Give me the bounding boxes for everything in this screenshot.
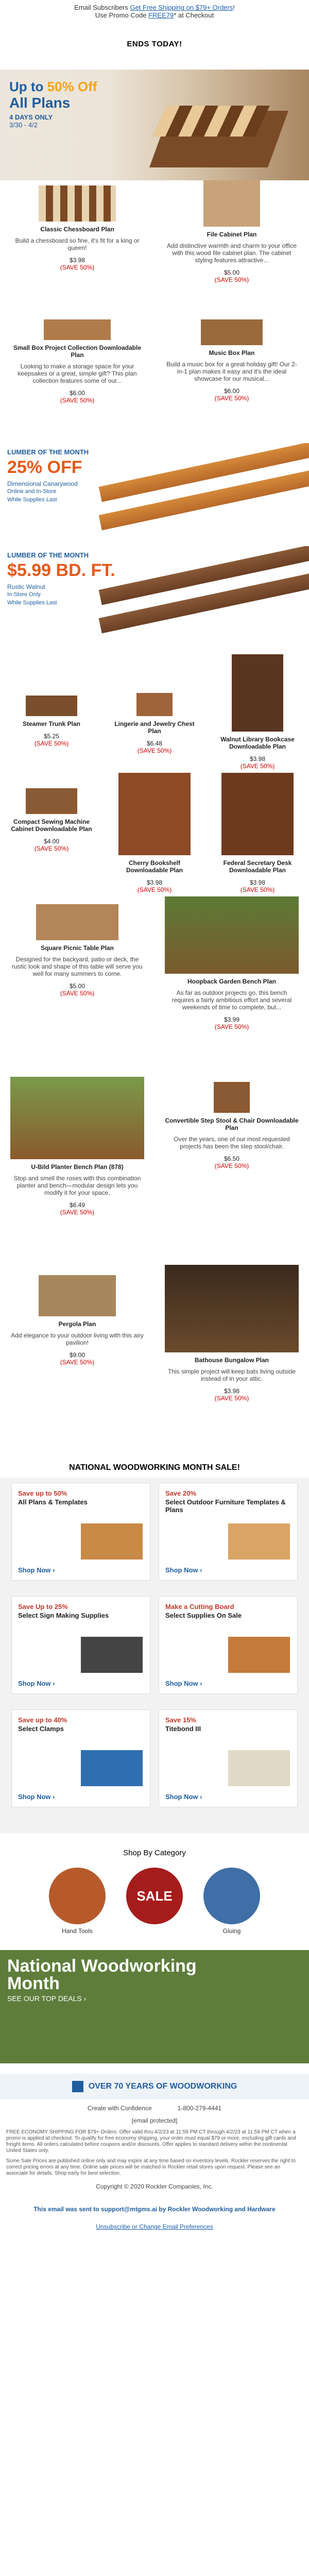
- lumber-type: Dimensional Canarywood: [7, 480, 78, 487]
- product-name[interactable]: Hoopback Garden Bench Plan: [187, 978, 277, 985]
- product-save: (SAVE 50%): [60, 264, 95, 271]
- promo-image: [81, 1523, 143, 1560]
- product-name[interactable]: Federal Secretary Desk Downloadable Plan: [223, 859, 292, 874]
- product-row-5: [0, 896, 309, 1077]
- product-card[interactable]: [0, 1077, 154, 1265]
- product-card[interactable]: [0, 180, 154, 314]
- promo-discount: Save up to 40%: [18, 1716, 67, 1724]
- product-desc: This simple project will keep bats living outside instead of in your attic.: [167, 1368, 296, 1382]
- product-name[interactable]: Convertible Step Stool & Chair Downloadable Plan: [165, 1117, 299, 1131]
- promo-card[interactable]: [11, 1596, 150, 1694]
- product-card[interactable]: [0, 1265, 154, 1448]
- lumber-supplies: While Supplies Last: [7, 497, 57, 503]
- product-name[interactable]: Walnut Library Bookcase Downloadable Plan: [220, 736, 295, 750]
- promo-code-link[interactable]: FREE79: [148, 11, 174, 19]
- category-row: [0, 1862, 309, 1940]
- product-card[interactable]: [0, 762, 103, 896]
- lumber-availability: Online and In-Store: [7, 488, 57, 495]
- product-save: (SAVE 50%): [214, 1023, 249, 1030]
- footer-tagline: Create with Confidence: [87, 2105, 152, 2112]
- sale-section-title: NATIONAL WOODWORKING MONTH SALE!: [69, 1463, 240, 1472]
- product-name[interactable]: Small Box Project Collection Downloadable Plan: [13, 344, 142, 359]
- copyright: Copyright © 2020 Rockler Companies, Inc.: [96, 2183, 213, 2190]
- lumber-canarywood-banner[interactable]: [0, 443, 309, 546]
- small-box-image[interactable]: [44, 319, 111, 340]
- promo-subtitle: Select Supplies On Sale: [165, 1612, 242, 1619]
- hero-banner[interactable]: [0, 70, 309, 180]
- bookcase-image[interactable]: [232, 654, 283, 732]
- product-desc: Looking to make a storage space for your keepsakes or a great, simple gift? This plan collection features some of our...: [18, 363, 137, 384]
- product-desc: Over the years, one of our most requested projects has been the step stool/chair.: [174, 1136, 290, 1150]
- product-save: (SAVE 50%): [60, 990, 95, 997]
- product-card[interactable]: [103, 762, 206, 896]
- category-hand-tools[interactable]: [49, 1868, 106, 1935]
- nwm-title: National Woodworking Month: [7, 1956, 197, 1993]
- promo-subtitle: Select Sign Making Supplies: [18, 1612, 109, 1619]
- promo-image: [228, 1523, 290, 1560]
- product-row-6: [0, 1077, 309, 1265]
- shop-now-link[interactable]: Shop Now ›: [18, 1793, 55, 1801]
- product-save: (SAVE 50%): [214, 395, 249, 402]
- product-card[interactable]: [0, 314, 154, 443]
- steamer-trunk-image[interactable]: [26, 696, 77, 716]
- product-desc: Build a chessboard so fine, it's fit for a king or queen!: [15, 237, 140, 251]
- product-name[interactable]: Music Box Plan: [209, 349, 255, 357]
- hero-dates: 3/30 - 4/2: [9, 121, 38, 129]
- product-save: (SAVE 50%): [137, 747, 172, 754]
- pergola-image[interactable]: [39, 1275, 116, 1316]
- product-price: $3.98: [69, 257, 85, 264]
- product-price: $4.00: [43, 838, 60, 845]
- product-card[interactable]: [206, 762, 309, 896]
- shop-now-link[interactable]: Shop Now ›: [165, 1566, 202, 1574]
- product-name[interactable]: Cherry Bookshelf Downloadable Plan: [126, 859, 183, 874]
- product-row-2: [0, 314, 309, 443]
- promo-discount: Save up to 50%: [18, 1489, 67, 1497]
- promo-subtitle: All Plans & Templates: [18, 1498, 88, 1506]
- shop-now-link[interactable]: Shop Now ›: [18, 1680, 55, 1687]
- product-card[interactable]: [0, 896, 154, 1077]
- promo-image: [228, 1750, 290, 1786]
- product-price: $5.00: [224, 269, 240, 276]
- product-card[interactable]: [154, 314, 309, 443]
- product-desc: Build a music box for a great holiday gift! Our 2-in-1 plan makes it easy and it's the ideal showcase for our musical...: [166, 361, 297, 382]
- product-save: (SAVE 50%): [137, 886, 172, 893]
- product-save: (SAVE 50%): [60, 1359, 95, 1366]
- sent-to-text: This email was sent to support@mtgms.ai by Rockler Woodworking and Hardware: [33, 2206, 276, 2213]
- lumber-price: $5.99 BD. FT.: [7, 561, 115, 580]
- product-card[interactable]: [154, 1077, 309, 1265]
- promo-subtitle: Titebond III: [165, 1725, 201, 1733]
- shipping-text: Email Subscribers: [74, 4, 130, 11]
- product-name[interactable]: Compact Sewing Machine Cabinet Downloadable Plan: [11, 818, 92, 833]
- secretary-desk-image[interactable]: [221, 773, 294, 855]
- promo-image: [81, 1637, 143, 1673]
- product-desc: As far as outdoor projects go, this bench requires a fairly ambitious effort and several weekends of time to complete, but...: [171, 989, 292, 1011]
- product-card[interactable]: [103, 649, 206, 762]
- picnic-table-image[interactable]: [36, 904, 118, 940]
- shipping-text-end: !: [233, 4, 235, 11]
- product-row-3: [0, 649, 309, 770]
- promo-subtitle: Select Clamps: [18, 1725, 64, 1733]
- shop-now-link[interactable]: Shop Now ›: [165, 1680, 202, 1687]
- promo-code-text: Use Promo Code: [95, 11, 149, 19]
- category-image[interactable]: [203, 1868, 260, 1924]
- product-price: $3.98: [249, 879, 266, 886]
- product-name[interactable]: Bathouse Bungalow Plan: [194, 1357, 269, 1364]
- promo-subtitle: Select Outdoor Furniture Templates & Plans: [165, 1498, 286, 1514]
- lumber-type: Rustic Walnut: [7, 583, 45, 590]
- shop-now-link[interactable]: Shop Now ›: [18, 1566, 55, 1574]
- product-price: $6.00: [69, 389, 85, 397]
- bat-house-image[interactable]: [165, 1265, 299, 1352]
- category-image[interactable]: [49, 1868, 106, 1924]
- lumber-supplies: While Supplies Last: [7, 600, 57, 606]
- lumber-label: LUMBER OF THE MONTH: [7, 551, 89, 559]
- planter-bench-image[interactable]: [10, 1077, 144, 1159]
- fine-print-2: Some Sale Prices are published online only and may expire at any time based on inventory levels. Rockler reserves the right to correct pricing errors at any time. Online sale prices will be matched in Rockler retail stores upon request. Please see an associate for details. Shop early for best selection.: [6, 2158, 296, 2176]
- category-sale[interactable]: [126, 1868, 183, 1935]
- promo-image: [81, 1750, 143, 1786]
- lumber-walnut-banner[interactable]: [0, 546, 309, 649]
- product-row-4: [0, 762, 309, 896]
- product-price: $3.99: [224, 1016, 240, 1023]
- product-price: $6.48: [146, 740, 163, 747]
- lumber-label: LUMBER OF THE MONTH: [7, 448, 89, 456]
- product-name[interactable]: Lingerie and Jewelry Chest Plan: [114, 720, 195, 735]
- promo-card[interactable]: [159, 1483, 298, 1581]
- hero-days: 4 DAYS ONLY: [9, 113, 53, 121]
- product-price: $9.00: [69, 1351, 85, 1359]
- jewelry-chest-image[interactable]: [136, 693, 173, 716]
- hero-discount: Up to 50% Off: [9, 79, 97, 94]
- promo-grid: [0, 1478, 309, 1833]
- promo-card[interactable]: [159, 1709, 298, 1807]
- product-save: (SAVE 50%): [60, 1209, 95, 1216]
- product-price: $3.98: [249, 755, 266, 762]
- product-price: $5.25: [43, 733, 60, 740]
- product-save: (SAVE 50%): [60, 397, 95, 404]
- product-card[interactable]: [154, 180, 309, 314]
- chessboard-image: [152, 106, 270, 137]
- product-card[interactable]: [154, 896, 309, 1077]
- product-price: $5.00: [69, 982, 85, 990]
- promo-card[interactable]: [11, 1483, 150, 1581]
- product-name[interactable]: Classic Chessboard Plan: [40, 226, 114, 233]
- category-label[interactable]: Gluing: [222, 1927, 241, 1935]
- product-save: (SAVE 50%): [214, 1395, 249, 1402]
- product-row-1: [0, 180, 309, 314]
- national-woodworking-month-banner[interactable]: [0, 1950, 309, 2063]
- product-price: $3.98: [224, 1387, 240, 1395]
- promo-discount: Save 20%: [165, 1489, 196, 1497]
- product-price: $3.98: [146, 879, 163, 886]
- garden-bench-image[interactable]: [165, 896, 299, 974]
- seventy-years-banner: [0, 2074, 309, 2099]
- lumber-availability: In-Store Only: [7, 591, 41, 598]
- product-card[interactable]: [0, 649, 103, 762]
- promo-discount: Save Up to 25%: [18, 1603, 68, 1611]
- step-stool-image[interactable]: [214, 1082, 250, 1113]
- unsubscribe-link[interactable]: Unsubscribe or Change Email Preferences: [96, 2223, 213, 2230]
- category-label[interactable]: Hand Tools: [62, 1927, 93, 1935]
- footer-phone[interactable]: 1-800-279-4441: [177, 2105, 222, 2112]
- product-price: $6.49: [69, 1201, 85, 1209]
- product-name[interactable]: Steamer Trunk Plan: [22, 720, 81, 727]
- cherry-bookshelf-image[interactable]: [118, 773, 191, 855]
- product-price: $6.50: [224, 1155, 240, 1162]
- product-name[interactable]: Square Picnic Table Plan: [41, 944, 114, 952]
- lumber-discount: 25% OFF: [7, 457, 82, 477]
- shop-now-link[interactable]: Shop Now ›: [165, 1793, 202, 1801]
- promo-discount: Make a Cutting Board: [165, 1603, 234, 1611]
- product-price: $6.00: [224, 387, 240, 395]
- product-name[interactable]: File Cabinet Plan: [207, 231, 257, 238]
- product-save: (SAVE 50%): [240, 762, 275, 770]
- chessboard-product-image[interactable]: [39, 185, 116, 222]
- promo-code-text-end: * at Checkout: [174, 11, 214, 19]
- free-shipping-link[interactable]: Get Free Shipping on $79+ Orders: [130, 4, 233, 11]
- promo-discount: Save 15%: [165, 1716, 196, 1724]
- product-save: (SAVE 50%): [214, 1162, 249, 1170]
- product-desc: Add distinctive warmth and charm to your office with this wood file cabinet plan. The cabinet styling features attractive...: [167, 242, 297, 264]
- promo-card[interactable]: [159, 1596, 298, 1694]
- product-card[interactable]: [154, 1265, 309, 1448]
- fine-print-1: FREE ECONOMY SHIPPING FOR $79+ Orders: Offer valid thru 4/2/23 at 11:59 PM CT through 4/2/23 at 11:59 PM CT when a promo is applied at checkout. To qualify for free economy shipping, your order must equal $79 or more, excluding gift cards and freight items. All orders calculated before coupons and/or discounts. Offer applies to standard delivery within the continental United States only.: [6, 2129, 296, 2154]
- music-box-image[interactable]: [201, 319, 263, 345]
- footer-email[interactable]: [email protected]: [131, 2117, 178, 2124]
- product-desc: Add elegance to your outdoor living with this airy pavilion!: [11, 1332, 144, 1346]
- product-desc: Stop and smell the roses with this combination planter and bench—modular design lets you modify it for your space.: [13, 1175, 141, 1196]
- product-save: (SAVE 50%): [240, 886, 275, 893]
- file-cabinet-image[interactable]: [203, 180, 260, 227]
- contact-row: [0, 2099, 309, 2117]
- product-save: (SAVE 50%): [34, 845, 69, 852]
- product-name[interactable]: Pergola Plan: [58, 1320, 96, 1328]
- hero-headline: All Plans: [9, 95, 71, 111]
- category-gluing[interactable]: [203, 1868, 260, 1935]
- product-save: (SAVE 50%): [214, 276, 249, 283]
- category-image[interactable]: SALE: [126, 1868, 183, 1924]
- promo-card[interactable]: [11, 1709, 150, 1807]
- ends-today-heading: ENDS TODAY!: [127, 40, 182, 48]
- product-row-7: [0, 1265, 309, 1448]
- product-card[interactable]: [206, 649, 309, 770]
- shop-by-category-title: Shop By Category: [123, 1849, 186, 1857]
- product-name[interactable]: U-Bild Planter Bench Plan (878): [31, 1163, 124, 1171]
- promo-image: [228, 1637, 290, 1673]
- rockler-logo-icon: [72, 2081, 83, 2092]
- nwm-see-deals[interactable]: SEE OUR TOP DEALS ›: [7, 1994, 87, 2003]
- seventy-years-text: OVER 70 YEARS OF WOODWORKING: [88, 2082, 237, 2091]
- free-shipping-banner: [0, 0, 309, 23]
- product-save: (SAVE 50%): [34, 740, 69, 747]
- sewing-cabinet-image[interactable]: [26, 788, 77, 814]
- product-desc: Designed for the backyard, patio or deck, the rustic look and shape of this table will serve you well for many summers to come.: [12, 956, 143, 977]
